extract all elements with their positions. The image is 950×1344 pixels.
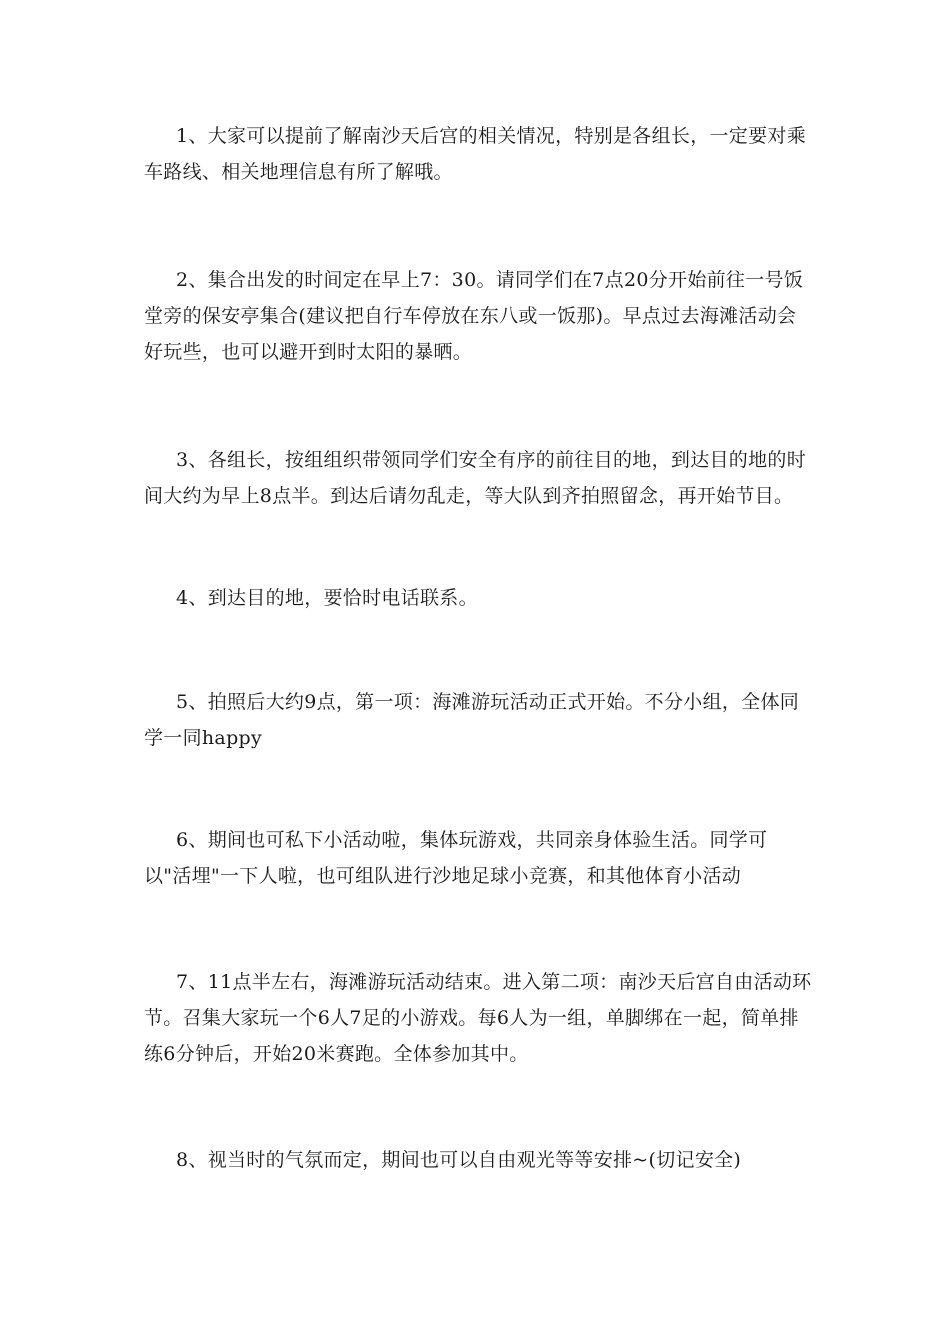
paragraph-7: 7、11点半左右，海滩游玩活动结束。进入第二项：南沙天后宫自由活动环节。召集大家玩一个6人7足的小游戏。每6人为一组，单脚绑在一起，简单排练6分钟后，开始20米赛跑。全体参加其中。	[144, 971, 812, 1065]
paragraph-6: 6、期间也可私下小活动啦，集体玩游戏，共同亲身体验生活。同学可以"活埋"一下人啦，也可组队进行沙地足球小竞赛，和其他体育小活动	[144, 829, 768, 887]
paragraph-1: 1、大家可以提前了解南沙天后宫的相关情况，特别是各组长，一定要对乘车路线、相关地理信息有所了解哦。	[144, 125, 806, 183]
paragraph-3: 3、各组长，按组组织带领同学们安全有序的前往目的地，到达目的地的时间大约为早上8点半。到达后请勿乱走，等大队到齐拍照留念，再开始节目。	[144, 449, 806, 507]
paragraph-5: 5、拍照后大约9点，第一项：海滩游玩活动正式开始。不分小组，全体同学一同happy	[144, 691, 800, 749]
paragraph-4: 4、到达目的地，要恰时电话联系。	[176, 587, 478, 609]
paragraph-2: 2、集合出发的时间定在早上7：30。请同学们在7点20分开始前往一号饭堂旁的保安亭集合(建议把自行车停放在东八或一饭那)。早点过去海滩活动会好玩些，也可以避开到时太阳的暴晒。	[144, 269, 804, 363]
paragraph-8: 8、视当时的气氛而定，期间也可以自由观光等等安排~(切记安全)	[176, 1149, 742, 1171]
